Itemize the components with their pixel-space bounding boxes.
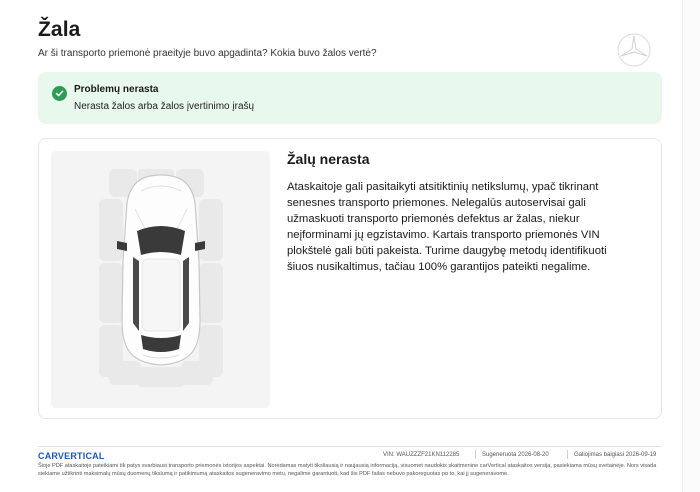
alert-text: Nerasta žalos arba žalos įvertinimo įrašų — [74, 101, 255, 112]
page-title: Žala — [38, 18, 81, 41]
car-diagram-panel — [51, 151, 270, 408]
page-subtitle: Ar ši transporto priemonė praeityje buvo apgadinta? Kokia buvo žalos vertė? — [38, 48, 377, 59]
brand-logo: CARVERTICAL — [38, 451, 105, 461]
meta-divider — [567, 450, 568, 459]
vin-number: VIN: WAUZZZF21KN112285 — [383, 452, 460, 458]
footer-divider — [38, 446, 662, 447]
footer-disclaimer: Šioje PDF ataskaitoje pateikiami tik patys svarbiausi transporto priemonės istorijos aspektai. Norėdamas matyti tiksliausią ir naujausią informaciją, visuomet naudokis skaitmenine carVertical ataskaitos versija, pasiekiama mūsų svetainėje. Nors visada siekiame užtikrinti maksimalų mūsų duomenų tikslumą ir patikimumą ataskaitos sugeneravimo metu, negalime garantuoti, kad šis PDF failas nebuvo pakoreguotas po to, kai jį sugeneravome. — [38, 463, 657, 477]
alert-title: Problemų nerasta — [74, 84, 159, 95]
card-heading: Žalų nerasta — [287, 151, 370, 167]
status-alert — [38, 72, 662, 124]
generated-date: Sugeneruota 2026-08-20 — [482, 452, 549, 458]
valid-until-date: Galiojimas baigiasi 2026-09-19 — [574, 452, 657, 458]
check-circle-icon — [52, 86, 67, 101]
brand-emblem-icon — [614, 30, 654, 70]
meta-divider — [475, 450, 476, 459]
damage-card — [38, 138, 662, 419]
page-edge — [682, 0, 700, 492]
card-description: Ataskaitoje gali pasitaikyti atsitiktinių netikslumų, ypač tikrinant senesnes transporto priemones. Nelegalūs autoservisai gali užmaskuoti transporto priemonės defektus ar žalas, niekur neįforminami jų egzistavimo. Kartais transporto priemonės VIN plokštelė gali būti pakeista. Turime daugybę metodų identifikuoti šiuos nusikaltimus, tačiau 100% garantijos pateikti negalime. — [287, 181, 607, 273]
car-top-view-icon — [51, 151, 270, 408]
